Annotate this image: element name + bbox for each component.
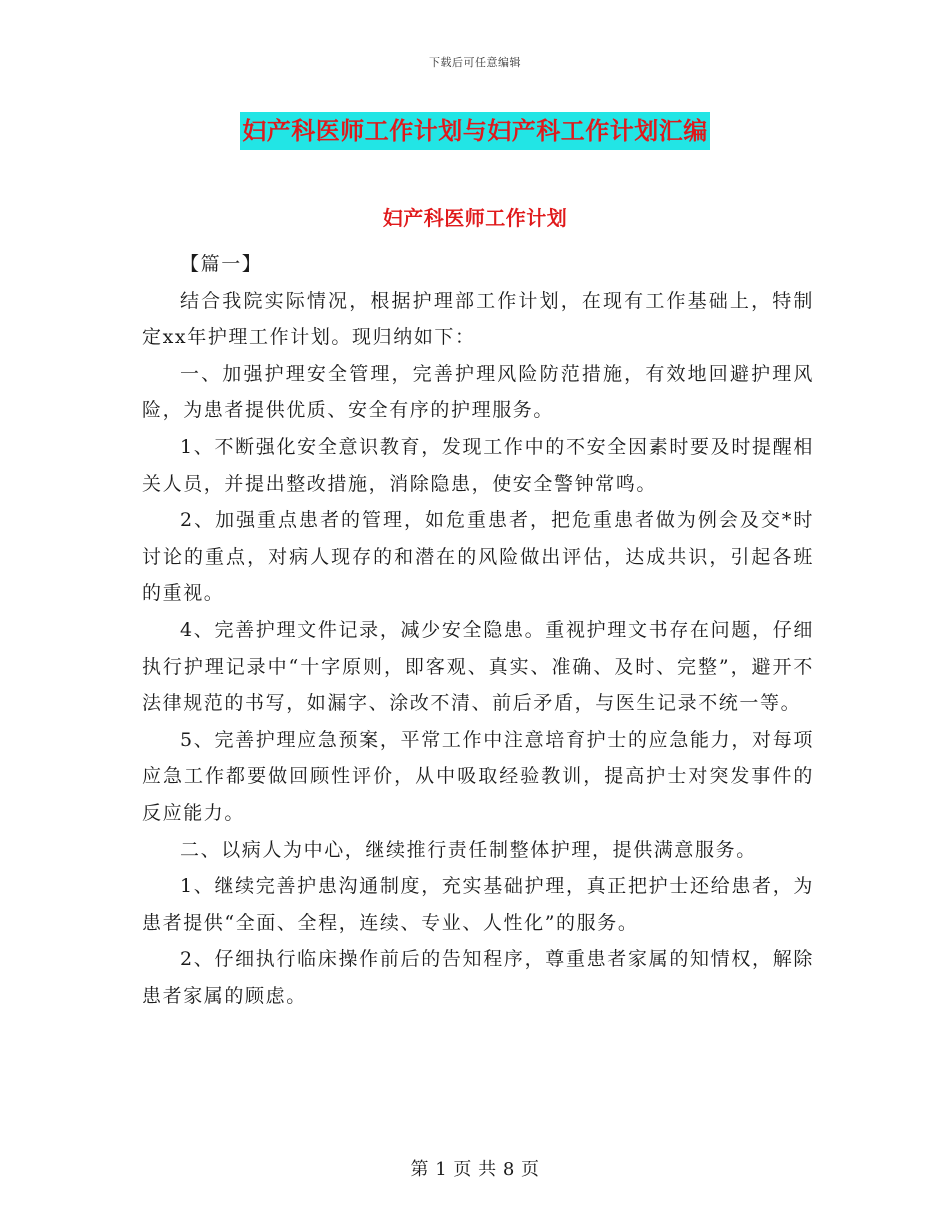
paragraph: 一、加强护理安全管理，完善护理风险防范措施，有效地回避护理风险，为患者提供优质、安全有序的护理服务。 (142, 362, 814, 422)
paragraph: 1、不断强化安全意识教育，发现工作中的不安全因素时要及时提醒相关人员，并提出整改措施，消除隐患，使安全警钟常鸣。 (142, 435, 814, 495)
section-title: 妇产科医师工作计划 (382, 206, 568, 230)
page-number-footer: 第 1 页 共 8 页 (410, 1159, 540, 1180)
paragraph: 5、完善护理应急预案，平常工作中注意培育护士的应急能力，对每项应急工作都要做回顾性评价，从中吸取经验教训，提高护士对突发事件的反应能力。 (142, 728, 814, 824)
paragraph: 2、仔细执行临床操作前后的告知程序，尊重患者家属的知情权，解除患者家属的顾虑。 (142, 948, 814, 1007)
paragraph: 1、继续完善护患沟通制度，充实基础护理，真正把护士还给患者，为患者提供“全面、全程，连续、专业、人性化”的服务。 (142, 875, 814, 934)
header-note: 下载后可任意编辑 (429, 56, 521, 69)
paragraph: 二、以病人为中心，继续推行责任制整体护理，提供满意服务。 (180, 838, 757, 861)
paragraph: 【篇一】 (180, 253, 263, 275)
paragraph: 结合我院实际情况，根据护理部工作计划，在现有工作基础上，特制定xx年护理工作计划。现归纳如下： (142, 289, 814, 349)
document-title: 妇产科医师工作计划与妇产科工作计划汇编 (240, 112, 710, 150)
main-title-wrapper (0, 112, 950, 150)
document-body (142, 246, 814, 1014)
paragraph: 2、加强重点患者的管理，如危重患者，把危重患者做为例会及交*时讨论的重点，对病人现存的和潜在的风险做出评估，达成共识，引起各班的重视。 (142, 509, 814, 605)
paragraph: 4、完善护理文件记录，减少安全隐患。重视护理文书存在问题，仔细执行护理记录中“十字原则，即客观、真实、准确、及时、完整”，避开不法律规范的书写，如漏字、涂改不清、前后矛盾，与医生记录不统一等。 (142, 618, 814, 715)
